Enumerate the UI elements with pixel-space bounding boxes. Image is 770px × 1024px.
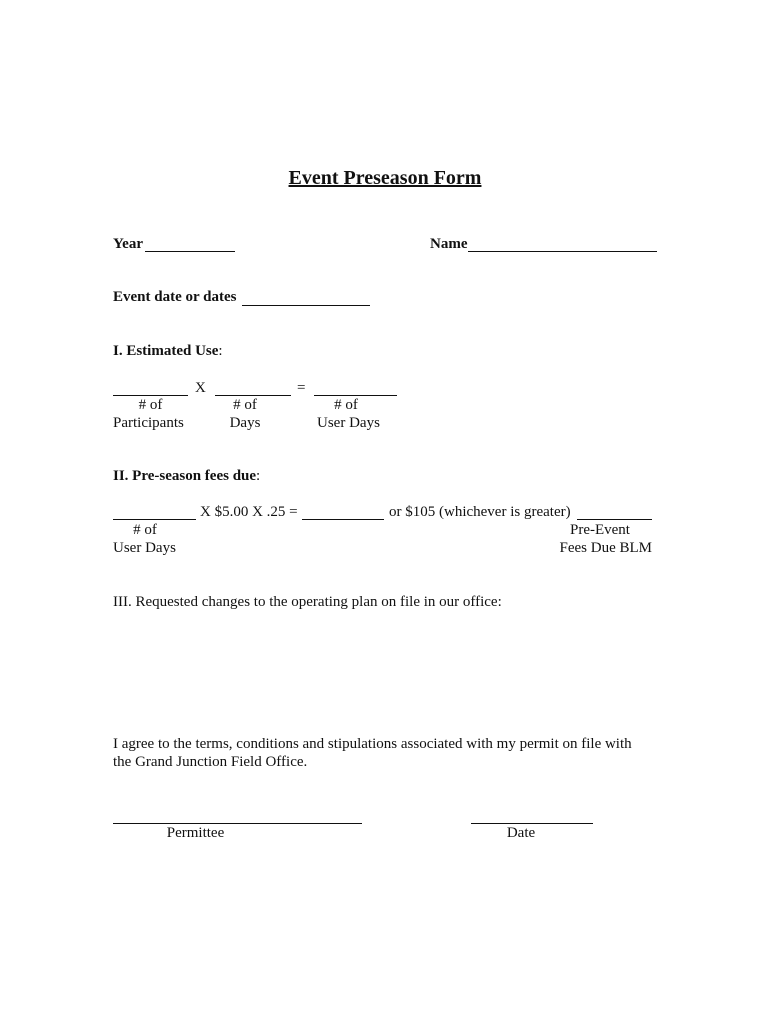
user-days-caption-bottom: User Days	[317, 415, 380, 431]
section-1-heading-colon: :	[218, 343, 223, 359]
participants-caption-top: # of	[138, 397, 163, 413]
participants-caption-bottom: Participants	[113, 415, 184, 431]
equals-sign: =	[297, 380, 306, 396]
section-1-heading-text: I. Estimated Use	[113, 343, 219, 359]
fee-alternative: or $105 (whichever is greater)	[389, 504, 571, 520]
year-field[interactable]	[145, 251, 235, 252]
pre-event-fees-field[interactable]	[577, 519, 652, 520]
pre-event-caption-top: Pre-Event	[570, 522, 630, 538]
section-3-heading: III. Requested changes to the operating plan on file in our office:	[113, 594, 502, 610]
section-2-heading-text: II. Pre-season fees due	[113, 468, 257, 484]
multiply-sign: X	[195, 380, 206, 396]
permittee-label: Permittee	[166, 825, 225, 841]
fees-user-days-caption-top: # of	[133, 522, 157, 538]
user-days-field[interactable]	[314, 395, 397, 396]
event-dates-field[interactable]	[242, 305, 370, 306]
agreement-line-2: the Grand Junction Field Office.	[113, 754, 308, 770]
fees-user-days-caption-bottom: User Days	[113, 540, 176, 556]
days-caption-bottom: Days	[229, 415, 261, 431]
permittee-signature-field[interactable]	[113, 823, 362, 824]
section-2-heading	[113, 469, 260, 484]
date-field[interactable]	[471, 823, 593, 824]
participants-field[interactable]	[113, 395, 188, 396]
fee-result-field[interactable]	[302, 519, 384, 520]
year-label: Year	[113, 236, 143, 252]
user-days-caption-top: # of	[334, 397, 358, 413]
agreement-line-1: I agree to the terms, conditions and stipulations associated with my permit on file with	[113, 736, 632, 752]
fees-user-days-field[interactable]	[113, 519, 196, 520]
fee-formula: X $5.00 X .25 =	[200, 504, 298, 520]
date-label: Date	[506, 825, 536, 841]
name-field[interactable]	[468, 251, 657, 252]
event-dates-label: Event date or dates	[113, 289, 237, 305]
pre-event-caption-bottom: Fees Due BLM	[559, 540, 652, 556]
section-1-heading	[113, 344, 223, 359]
days-field[interactable]	[215, 395, 291, 396]
section-2-heading-colon: :	[256, 468, 261, 484]
form-title: Event Preseason Form	[288, 167, 482, 189]
name-label: Name	[430, 236, 468, 252]
days-caption-top: # of	[233, 397, 257, 413]
